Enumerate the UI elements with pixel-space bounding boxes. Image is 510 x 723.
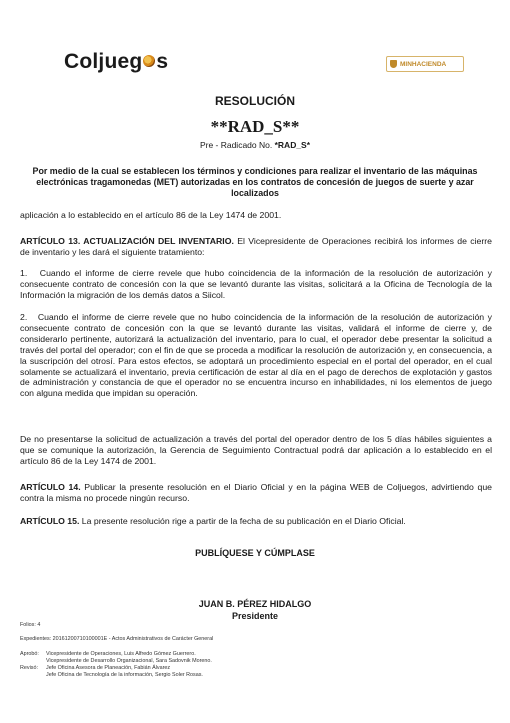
pre-radicado-label: Pre - Radicado No. [199, 140, 273, 150]
article-13-heading: ARTÍCULO 13. ACTUALIZACIÓN DEL INVENTARIO. [20, 236, 234, 246]
article-15-text: La presente resolución rige a partir de la fecha de su publicación en el Diario Oficial. [79, 516, 406, 526]
pre-radicado-value: *RAD_S* [274, 140, 311, 150]
aprobo-line-2: Vicepresidente de Desarrollo Organizacional, Sara Sadovnik Moreno. [46, 658, 212, 664]
shield-icon [390, 60, 397, 68]
reviso-values [46, 665, 203, 679]
logo-text-a: Coljueg [64, 50, 143, 73]
publiquese-line: PUBLÍQUESE Y CÚMPLASE [195, 548, 315, 558]
reviso-line-2: Jefe Oficina de Tecnología de la información, Sergio Soler Rosas. [46, 672, 203, 678]
reviso-line-1: Jefe Oficina Asesora de Planeación, Fabián Álvarez [46, 665, 171, 671]
item-2: 2. Cuando el informe de cierre revele que no hubo coincidencia de la información de la resolución de autorización y consecuente contrato de concesión con la que se levantó durante las visitas, validará el informe de cierre y, de considerarlo pertinente, autorizará la actualización del inventario, para lo cual, el operador debe presentar la solicitud a través del portal del operador; con el fin de que se proceda a modificar la resolución de autorización y, en consecuencia, a la suscripción del otrosí. Para estos efectos, se adoptará un procedimiento especial en el portal del operador, en el cual solamente se actualizará el inventario, previa certificación de estar al día en el pago de derechos de explotación y gastos de administración y constancia de que el operador no se encuentra incurso en inhabilidades, ni los elementos de juego con alguna medida que impidan su operación. [20, 312, 492, 399]
article-15-heading: ARTÍCULO 15. [20, 516, 80, 526]
no-presentation-paragraph: De no presentarse la solicitud de actualización a través del portal del operador dentro de los 5 días hábiles siguientes a que se comunique la autorización, la Gerencia de Seguimiento Contractual podrá dar aplicación a lo establecido en el artículo 86 de la Ley 1474 de 2001. [20, 434, 492, 466]
article-13-text: El Vicepresidente de Operaciones recibirá los informes de cierre de inventario y les dará el siguiente tratamiento: [20, 236, 492, 257]
aprobo-values [46, 651, 212, 665]
coin-icon [143, 55, 155, 67]
article-14 [20, 482, 492, 504]
resolution-subject: Por medio de la cual se establecen los términos y condiciones para realizar el inventario de las máquinas electrónicas tragamonedas (MET) autorizadas en los contratos de concesión de juegos de suerte y azar localizados [32, 166, 478, 198]
folios-line: Folios: 4 [20, 622, 41, 628]
reviso-block [20, 665, 492, 679]
aprobo-line-1: Vicepresidente de Operaciones, Luis Alfredo Gómez Guerrero. [46, 651, 196, 657]
aprobo-block [20, 651, 492, 665]
minhacienda-logo [386, 56, 464, 72]
intro-paragraph: aplicación a lo establecido en el artículo 86 de la Ley 1474 de 2001. [20, 210, 282, 220]
document-title: RESOLUCIÓN [214, 94, 295, 108]
pre-radicado-line [0, 140, 510, 150]
aprobo-label: Aprobó: [20, 651, 39, 657]
signer-role: Presidente [231, 611, 279, 621]
coljuegos-logo [64, 50, 168, 74]
signature-block [0, 598, 510, 622]
article-13 [20, 236, 492, 258]
article-14-text: Publicar la presente resolución en el Diario Oficial y en la página WEB de Coljuegos, advirtiendo que contra la misma no procede ningún recurso. [20, 482, 492, 503]
logo-text-b: s [156, 50, 169, 73]
item-1: 1. Cuando el informe de cierre revele que hubo coincidencia de la información de la resolución de autorización y consecuente contrato de concesión con la que se levantó durante las visitas, solicitará a la Oficina de Tecnología de la Información la migración de los demás datos a Siicol. [20, 268, 492, 300]
minhacienda-label: MINHACIENDA [400, 60, 447, 68]
article-15 [20, 516, 492, 527]
article-14-heading: ARTÍCULO 14. [20, 482, 81, 492]
signer-name: JUAN B. PÉREZ HIDALGO [198, 599, 312, 609]
rad-placeholder: **RAD_S** [210, 117, 300, 136]
expedientes-line: Expedientes: 20161200710100001E - Actos Administrativos de Carácter General [20, 636, 214, 642]
reviso-label: Revisó: [20, 665, 38, 671]
